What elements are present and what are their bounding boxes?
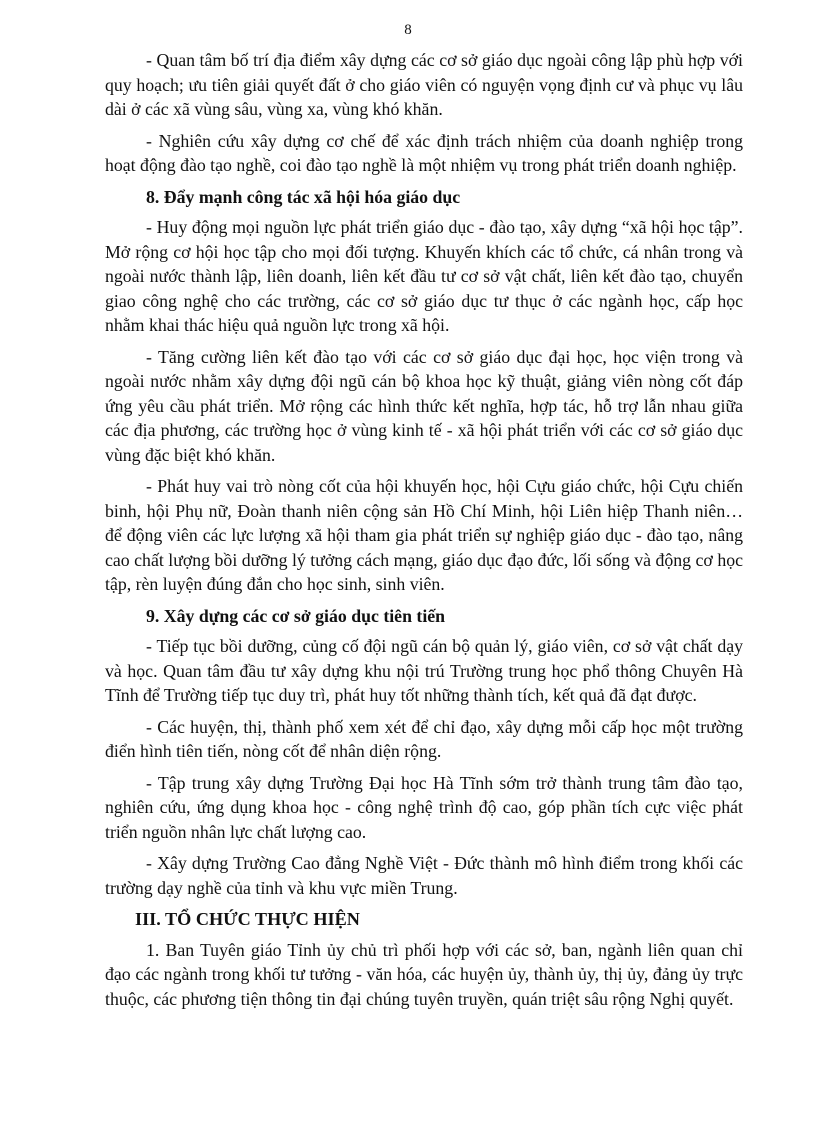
paragraph-model-schools: - Các huyện, thị, thành phố xem xét để chỉ đạo, xây dựng mỗi cấp học một trường điển hình tiên tiến, nòng cốt để nhân diện rộng. (105, 716, 743, 761)
paragraph-mobilize-resources: - Huy động mọi nguồn lực phát triển giáo dục - đào tạo, xây dựng “xã hội học tập”. Mở rộng cơ hội học tập cho mọi đối tượng. Khuyến khích các tổ chức, cá nhân trong và ngoài nước thành lập, liên doanh, liên kết đầu tư cơ sở vật chất, liên kết đào tạo, chuyển giao công nghệ cho các trường, các cơ sở giáo dục tư thục ở các ngành học, cấp học nhằm khai thác hiệu quả nguồn lực trong xã hội. (105, 217, 743, 335)
paragraph-associations-role: - Phát huy vai trò nòng cốt của hội khuyến học, hội Cựu giáo chức, hội Cựu chiến binh, hội Phụ nữ, Đoàn thanh niên cộng sản Hồ Chí Minh, hội Liên hiệp Thanh niên… để động viên các lực lượng xã hội tham gia phát triển sự nghiệp giáo dục - đào tạo, nâng cao chất lượng bồi dưỡng lý tưởng cách mạng, giáo dục đạo đức, lối sống và động cơ học tập, rèn luyện đúng đắn cho học sinh, sinh viên. (105, 476, 743, 594)
paragraph-propaganda-board: 1. Ban Tuyên giáo Tỉnh ủy chủ trì phối hợp với các sở, ban, ngành liên quan chỉ đạo các ngành trong khối tư tưởng - văn hóa, các huyện ủy, thành ủy, thị ủy, đảng ủy trực thuộc, các phương tiện thông tin đại chúng tuyên truyền, quán triệt sâu rộng Nghị quyết. (105, 939, 743, 1009)
section-heading-iii: III. TỔ CHỨC THỰC HIỆN (135, 909, 360, 929)
paragraph-staff-training: - Tiếp tục bồi dưỡng, củng cố đội ngũ cán bộ quản lý, giáo viên, cơ sở vật chất dạy và học. Quan tâm đầu tư xây dựng khu nội trú Trường trung học phổ thông Chuyên Hà Tĩnh để Trường tiếp tục duy trì, phát huy tốt những thành tích, kết quả đã đạt được. (105, 636, 743, 705)
section-heading-9: 9. Xây dựng các cơ sở giáo dục tiên tiến (146, 605, 446, 626)
page-number: 8 (404, 22, 412, 38)
document-body (105, 48, 743, 1018)
section-heading-8: 8. Đẩy mạnh công tác xã hội hóa giáo dục (146, 186, 461, 207)
paragraph-training-links: - Tăng cường liên kết đào tạo với các cơ sở giáo dục đại học, học viện trong và ngoài nước nhằm xây dựng đội ngũ cán bộ khoa học kỹ thuật, giảng viên nòng cốt đáp ứng yêu cầu phát triển. Mở rộng các hình thức kết nghĩa, hợp tác, hỗ trợ lẫn nhau giữa các địa phương, các trường học ở vùng kinh tế - xã hội phát triển với các cơ sở giáo dục vùng đặc biệt khó khăn. (105, 346, 743, 465)
paragraph-location-planning: - Quan tâm bố trí địa điểm xây dựng các cơ sở giáo dục ngoài công lập phù hợp với quy hoạch; ưu tiên giải quyết đất ở cho giáo viên có nguyện vọng định cư và phục vụ lâu dài ở các xã vùng sâu, vùng xa, vùng khó khăn. (105, 50, 743, 119)
paragraph-vocational-college: - Xây dựng Trường Cao đẳng Nghề Việt - Đức thành mô hình điểm trong khối các trường dạy nghề của tỉnh và khu vực miền Trung. (105, 853, 743, 898)
paragraph-enterprise-responsibility: - Nghiên cứu xây dựng cơ chế để xác định trách nhiệm của doanh nghiệp trong hoạt động đào tạo nghề, coi đào tạo nghề là một nhiệm vụ trong phát triển doanh nghiệp. (105, 130, 743, 175)
paragraph-ha-tinh-university: - Tập trung xây dựng Trường Đại học Hà Tĩnh sớm trở thành trung tâm đào tạo, nghiên cứu, ứng dụng khoa học - công nghệ trình độ cao, góp phần tích cực việc phát triển nguồn nhân lực chất lượng cao. (105, 772, 743, 842)
